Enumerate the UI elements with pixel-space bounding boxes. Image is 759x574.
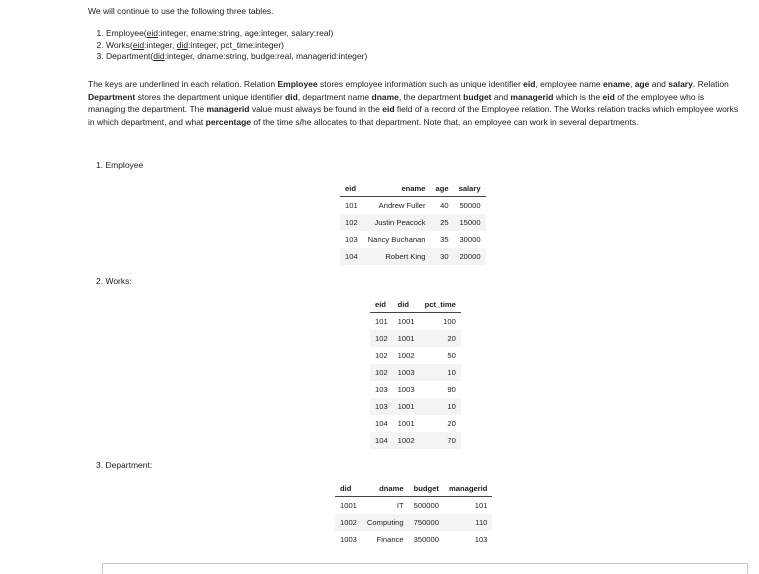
table-cell: 103: [370, 398, 393, 415]
column-header: eid: [340, 184, 363, 197]
table-cell: 1001: [397, 419, 415, 429]
table-cell: 1003: [393, 364, 420, 381]
table-cell: 103: [474, 535, 488, 545]
column-header: dname: [362, 484, 409, 497]
section-works-heading: 2. Works:: [96, 276, 132, 286]
table-cell: 103: [345, 235, 358, 245]
table-cell: 1002: [393, 432, 420, 449]
table-cell: 15000: [454, 214, 486, 231]
table-cell: 102: [370, 330, 393, 347]
description-paragraph: The keys are underlined in each relation. Relation Employee stores employee information such as unique identifier eid, employee name ename, age and salary. Relation Department stores the department unique identifier did, department name dname, the department budget and managerid which is the eid of the employee who is managing the department. The managerid value must always be found in the eid field of a record of the Employee relation. The Works relation tracks which employee works in which department, and what percentage of the time s/he allocates to that department. Note that, an employee can work in several departments.: [88, 79, 739, 127]
table-row: [340, 231, 486, 248]
table-cell: 104: [370, 432, 393, 449]
table-cell: 1001: [397, 317, 415, 327]
table-header-row: [340, 184, 486, 197]
table-cell: 10: [420, 364, 461, 381]
table-row: [340, 197, 486, 215]
table-row: [370, 398, 461, 415]
table-cell: 20: [420, 330, 461, 347]
table-cell: 50: [447, 351, 456, 361]
section-employee-heading: 1. Employee: [96, 160, 144, 170]
table-cell: 104: [340, 248, 363, 265]
table-cell: 101: [345, 201, 358, 211]
table-cell: IT: [396, 501, 404, 511]
schema-works: 2. Works(eid:integer, did:integer, pct_time:integer): [106, 40, 367, 51]
column-header: pct_time: [420, 300, 461, 313]
table-cell: Justin Peacock: [363, 214, 431, 231]
table-cell: 100: [443, 317, 456, 327]
table-cell: Andrew Fuller: [378, 201, 426, 211]
schema-list: [88, 28, 367, 63]
table-cell: 500000: [413, 501, 439, 511]
table-cell: 1003: [340, 535, 357, 545]
table-cell: Nancy Buchanan: [367, 235, 426, 245]
table-cell: 350000: [413, 535, 439, 545]
table-cell: 25: [431, 214, 454, 231]
table-cell: 20000: [454, 248, 486, 265]
table-cell: 40: [440, 201, 449, 211]
table-cell: 70: [420, 432, 461, 449]
table-cell: 1001: [340, 501, 357, 511]
employee-table: [340, 184, 486, 265]
table-cell: 102: [375, 351, 388, 361]
table-cell: 50000: [459, 201, 481, 211]
table-cell: 101: [474, 501, 488, 511]
column-header: ename: [363, 184, 431, 197]
table-cell: Computing: [362, 514, 409, 531]
table-cell: 1002: [335, 514, 362, 531]
schema-department: 3. Department(did:integer, dname:string, budge:real, managerid:integer): [106, 51, 367, 62]
table-cell: Finance: [376, 535, 404, 545]
table-cell: 102: [340, 214, 363, 231]
column-header: did: [335, 484, 362, 497]
table-cell: 90: [447, 385, 456, 395]
section-department-heading: 3. Department:: [96, 460, 153, 470]
table-cell: 30000: [459, 235, 481, 245]
schema-employee: 1. Employee(eid:integer, ename:string, age:integer, salary:real): [106, 28, 367, 39]
column-header: managerid: [444, 484, 492, 497]
table-cell: 1001: [393, 398, 420, 415]
column-header: did: [393, 300, 420, 313]
column-header: salary: [454, 184, 486, 197]
table-row: [370, 381, 461, 398]
table-cell: 104: [375, 419, 388, 429]
column-header: age: [431, 184, 454, 197]
table-row: [370, 347, 461, 364]
table-row: [335, 531, 492, 548]
table-cell: 750000: [409, 514, 444, 531]
intro-text: We will continue to use the following three tables.: [88, 6, 274, 16]
table-cell: 30: [431, 248, 454, 265]
table-row: [335, 514, 492, 531]
table-row: [340, 214, 486, 231]
table-row: [370, 364, 461, 381]
table-row: [340, 248, 486, 265]
table-row: [370, 415, 461, 432]
table-cell: 1003: [397, 385, 415, 395]
table-cell: 35: [440, 235, 449, 245]
table-header-row: [335, 484, 492, 497]
table-row: [370, 330, 461, 347]
table-cell: 10: [420, 398, 461, 415]
table-cell: 1002: [397, 351, 415, 361]
column-header: budget: [409, 484, 444, 497]
table-header-row: [370, 300, 461, 313]
table-cell: 1001: [393, 330, 420, 347]
table-cell: Robert King: [363, 248, 431, 265]
table-cell: 110: [444, 514, 492, 531]
table-row: [370, 432, 461, 449]
answer-box[interactable]: [102, 563, 748, 574]
table-row: [370, 313, 461, 331]
table-cell: 20: [447, 419, 456, 429]
works-table: [370, 300, 461, 449]
department-table: [335, 484, 492, 548]
table-cell: 101: [375, 317, 388, 327]
column-header: eid: [370, 300, 393, 313]
table-cell: 102: [370, 364, 393, 381]
table-row: [335, 497, 492, 515]
table-cell: 103: [375, 385, 388, 395]
